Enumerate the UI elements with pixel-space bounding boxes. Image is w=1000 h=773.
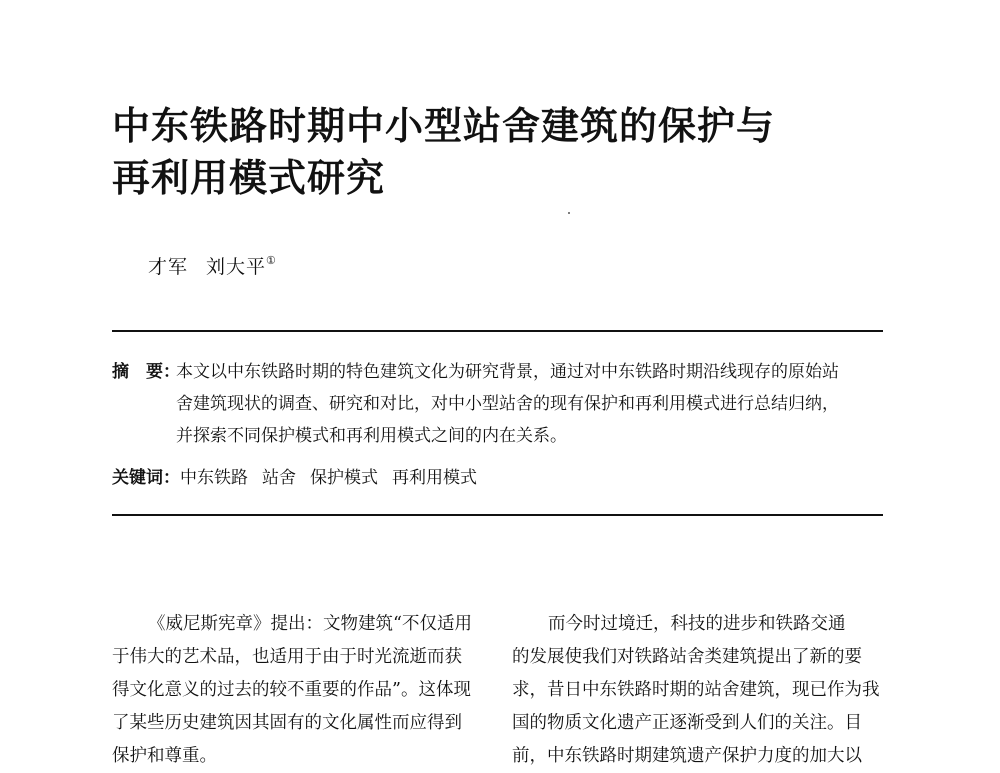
- body-line: 前，中东铁路时期建筑遗产保护力度的加大以: [512, 746, 862, 766]
- body-line: 的发展使我们对铁路站舍类建筑提出了新的要: [512, 647, 862, 667]
- keyword: 再利用模式: [392, 468, 477, 488]
- keyword: 站舍: [262, 468, 296, 488]
- body-line: 得文化意义的过去的较不重要的作品”。这体现: [112, 680, 471, 700]
- author-name: 才军: [148, 256, 189, 278]
- title-line-1: 中东铁路时期中小型站舍建筑的保护与: [112, 104, 776, 148]
- scan-speck: [568, 212, 570, 214]
- body-line: 保护和尊重。: [112, 746, 217, 766]
- keyword: 保护模式: [310, 468, 378, 488]
- abstract-line: 并探索不同保护模式和再利用模式之间的内在关系。: [176, 426, 567, 446]
- keywords-label: 关键词：: [112, 468, 180, 488]
- body-column-left: [112, 608, 484, 773]
- title-line-2: 再利用模式研究: [112, 156, 386, 200]
- body-line: 求，昔日中东铁路时期的站舍建筑，现已作为我: [512, 680, 880, 700]
- abstract-text: [112, 356, 892, 452]
- body-column-right: [512, 608, 884, 773]
- top-divider: [112, 330, 883, 332]
- abstract-line: 舍建筑现状的调查、研究和对比，对中小型站舍的现有保护和再利用模式进行总结归纳，: [176, 394, 839, 414]
- abstract-label: 摘 要：: [112, 362, 180, 382]
- body-line: 而今时过境迁，科技的进步和铁路交通: [548, 614, 846, 634]
- footnote-marker: ①: [266, 254, 277, 267]
- abstract-line: 本文以中东铁路时期的特色建筑文化为研究背景，通过对中东铁路时期沿线现存的原始站: [176, 362, 839, 382]
- bottom-divider: [112, 514, 883, 516]
- body-line: 《威尼斯宪章》提出：文物建筑“不仅适用: [148, 614, 472, 634]
- author-name: 刘大平: [206, 256, 267, 278]
- author-list: [148, 252, 277, 279]
- keywords-section: [112, 464, 491, 492]
- keyword: 中东铁路: [180, 468, 248, 488]
- body-line: 于伟大的艺术品，也适用于由于时光流逝而获: [112, 647, 462, 667]
- abstract-section: [112, 356, 892, 452]
- body-line: 国的物质文化遗产正逐渐受到人们的关注。目: [512, 713, 862, 733]
- paper-title: [112, 100, 872, 204]
- body-line: 了某些历史建筑因其固有的文化属性而应得到: [112, 713, 462, 733]
